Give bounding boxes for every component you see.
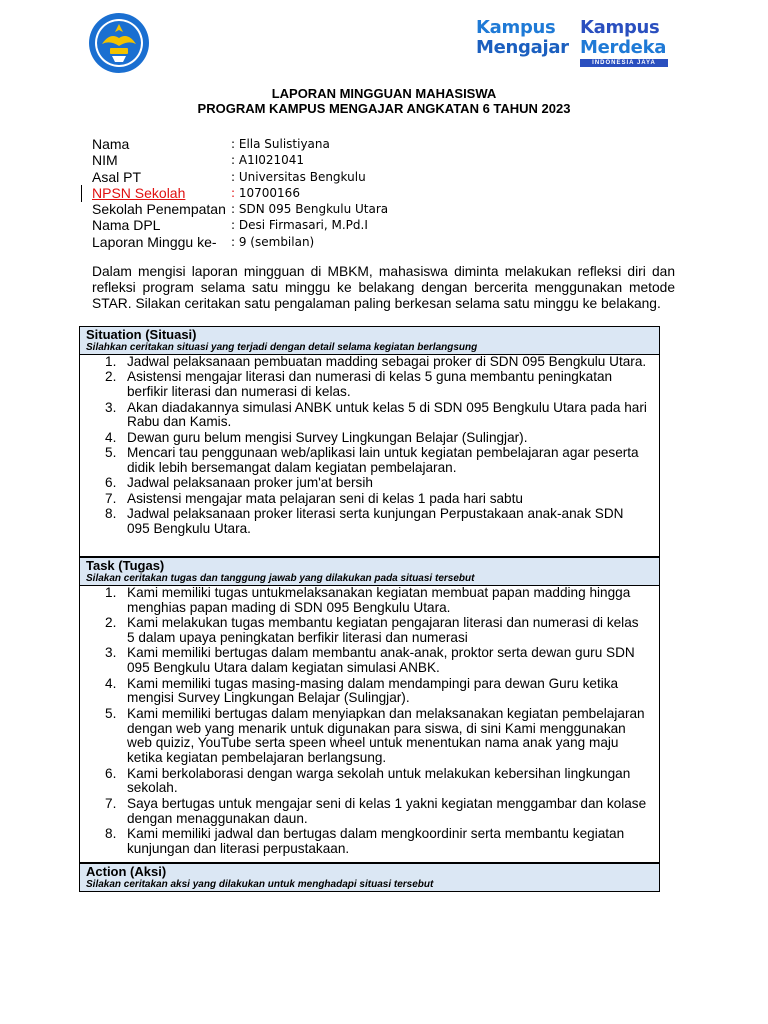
info-row-npsn: NPSN Sekolah : 10700166 (92, 184, 300, 201)
kampus-mengajar-merdeka-logo (476, 18, 676, 74)
text-cursor (81, 185, 82, 202)
info-row-minggu: Laporan Minggu ke- : 9 (sembilan) (92, 233, 315, 250)
list-item: Kami memiliki bertugas dalam menyiapkan dan melaksanakan kegiatan pembelajaran dengan web yang menarik untuk digunakan para siswa, di sini Kami menggunakan web quiziz, YouTube serta speen wheel untuk menentukan nama anak yang maju ketika kegiatan pembelajaran berlangsung. (127, 705, 645, 766)
list-item: Kami berkolaborasi dengan warga sekolah untuk melakukan kebersihan lingkungan sekolah. (127, 765, 631, 796)
list-item: Akan diadakannya simulasi ANBK untuk kelas 5 di SDN 095 Bengkulu Utara pada hari Rabu dan Kamis. (127, 399, 647, 430)
kampus-mengajar-logo: Kampus Mengajar (476, 17, 569, 58)
info-row-nama: Nama : Ella Sulistiyana (92, 136, 330, 152)
student-info (92, 136, 388, 250)
task-list (80, 586, 659, 857)
info-row-dpl: Nama DPL : Desi Firmasari, M.Pd.I (92, 217, 368, 234)
list-item: Jadwal pelaksanaan pembuatan madding sebagai proker di SDN 095 Bengkulu Utara. (127, 354, 647, 369)
list-item: Kami memiliki tugas masing-masing dalam mendampingi para dewan Guru ketika mengisi Survey Lingkungan Belajar (Sulingjar). (127, 675, 619, 706)
situation-list (80, 355, 659, 537)
report-title: LAPORAN MINGGUAN MAHASISWA (271, 86, 497, 101)
list-item: Mencari tau penggunaan web/aplikasi lain untuk kegiatan pembelajaran agar peserta didik lebih bersemangat dalam kegiatan pembelajaran. (127, 445, 639, 475)
program-title: PROGRAM KAMPUS MENGAJAR ANGKATAN 6 TAHUN 2023 (197, 101, 571, 116)
list-item: Asistensi mengajar mata pelajaran seni di kelas 1 pada hari sabtu (127, 490, 523, 506)
list-item: Kami memiliki bertugas dalam membantu anak-anak, proktor serta dewan guru SDN 095 Bengkulu Utara dalam kegiatan simulasi ANBK. (127, 645, 635, 676)
list-item: Jadwal pelaksanaan proker literasi serta kunjungan Perpustakaan anak-anak SDN 095 Bengkulu Utara. (127, 506, 624, 536)
info-row-sekolah: Sekolah Penempatan : SDN 095 Bengkulu Utara (92, 201, 389, 218)
kampus-merdeka-logo: Kampus Merdeka INDONESIA JAYA (580, 17, 667, 66)
situation-header: Situation (Situasi) Silahkan ceritakan situasi yang terjadi dengan detail selama kegiatan berlangsung (80, 327, 659, 355)
list-item: Jadwal pelaksanaan proker jum'at bersih (127, 475, 373, 491)
list-item: Saya bertugas untuk mengajar seni di kelas 1 yakni kegiatan menggambar dan kolase dengan menaggunakan daun. (127, 795, 647, 826)
list-item: Kami memiliki tugas untukmelaksanakan kegiatan membuat papan madding hingga menghias papan mading di SDN 095 Bengkulu Utara. (127, 585, 631, 615)
list-item: Asistensi mengajar literasi dan numerasi di kelas 5 guna membantu peningkatan berfikir literasi dan numerasi di kelas. (127, 369, 613, 400)
intro-paragraph: Dalam mengisi laporan mingguan di MBKM, mahasiswa diminta melakukan refleksi diri dan refleksi program selama satu minggu ke belakang dengan bercerita menggunakan metode STAR. Silakan ceritakan satu pengalaman paling berkesan selama satu minggu ke belakang. (92, 264, 675, 311)
task-section (79, 557, 660, 863)
info-row-nim: NIM : A1I021041 (92, 152, 305, 169)
list-item: Dewan guru belum mengisi Survey Lingkungan Belajar (Sulingjar). (127, 429, 528, 445)
tut-wuri-handayani-logo-icon (88, 12, 150, 74)
situation-section (79, 326, 660, 557)
action-header: Action (Aksi) Silakan ceritakan aksi yang dilakukan untuk menghadapi situasi tersebut (80, 864, 659, 891)
action-section (79, 863, 660, 892)
info-row-asal-pt: Asal PT : Universitas Bengkulu (92, 168, 366, 185)
task-header: Task (Tugas) Silakan ceritakan tugas dan tanggung jawab yang dilakukan pada situasi tersebut (80, 558, 659, 586)
list-item: Kami melakukan tugas membantu kegiatan pengajaran literasi dan numerasi di kelas 5 dalam upaya peningkatan berfikir literasi dan numerasi (127, 615, 639, 645)
list-item: Kami memiliki jadwal dan bertugas dalam mengkoordinir serta membantu kegiatan kunjungan dan literasi perpustakaan. (127, 825, 625, 856)
